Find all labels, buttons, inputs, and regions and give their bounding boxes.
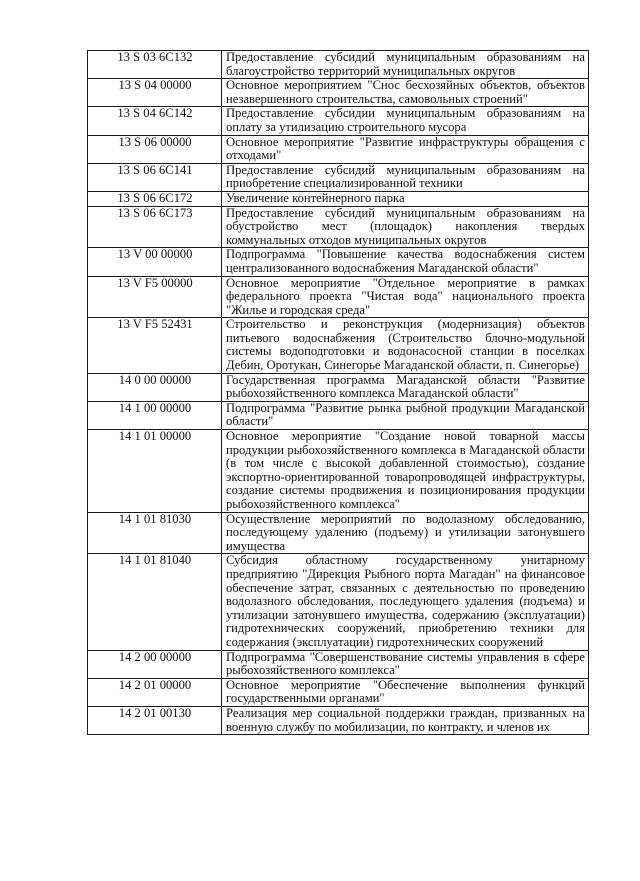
- table-row: [88, 276, 589, 318]
- table-row: [88, 163, 589, 191]
- target-article-description: Основное мероприятием "Снос бесхозяйных объектов, объектов незавершенного строительства, самовольных строений": [222, 79, 589, 107]
- target-article-description: Предоставление субсидий муниципальным образованиям на приобретение специализированной техники: [222, 163, 589, 191]
- table-row: [88, 206, 589, 248]
- table-row: [88, 512, 589, 554]
- target-article-code: 14 1 00 00000: [88, 401, 222, 429]
- target-article-description: Предоставление субсидий муниципальным образованиям на благоустройство территорий муниципальных округов: [222, 51, 589, 79]
- target-article-code: 14 1 01 81040: [88, 554, 222, 650]
- table-row: [88, 107, 589, 135]
- target-article-description: Субсидия областному государственному унитарному предприятию "Дирекция Рыбного порта Магадан" на финансовое обеспечение затрат, связанных с деятельностью по проведению водолазного обследования, последующего удаления (подъема) и утилизации затонувшего имущества, содержанию (эксплуатации) гидротехнических сооружений, приобретению техники для содержания (эксплуатации) гидротехнических сооружений: [222, 554, 589, 650]
- target-article-code: 14 2 00 00000: [88, 650, 222, 678]
- target-article-description: Государственная программа Магаданской области "Развитие рыбохозяйственного комплекса Магаданской области": [222, 373, 589, 401]
- target-article-code: 14 1 01 81030: [88, 512, 222, 554]
- target-article-description: Основное мероприятие "Обеспечение выполнения функций государственными органами": [222, 678, 589, 706]
- table-row: [88, 430, 589, 513]
- target-article-code: 13 V 00 00000: [88, 248, 222, 276]
- table-row: [88, 706, 589, 734]
- target-article-description: Подпрограмма "Повышение качества водоснабжения систем централизованного водоснабжения Магаданской области": [222, 248, 589, 276]
- target-article-code: 14 0 00 00000: [88, 373, 222, 401]
- target-article-code: 13 V F5 00000: [88, 276, 222, 318]
- target-article-description: Реализация мер социальной поддержки граждан, призванных на военную службу по мобилизации, по контракту, и членов их: [222, 706, 589, 734]
- target-article-code: 13 S 04 00000: [88, 79, 222, 107]
- target-article-description: Подпрограмма "Совершенствование системы управления в сфере рыбохозяйственного комплекса": [222, 650, 589, 678]
- target-article-code: 13 S 06 00000: [88, 135, 222, 163]
- target-article-code: 14 1 01 00000: [88, 430, 222, 513]
- table-row: [88, 135, 589, 163]
- target-article-code: 13 S 04 6C142: [88, 107, 222, 135]
- table-row: [88, 191, 589, 206]
- target-article-description: Основное мероприятие "Отдельное мероприятие в рамках федерального проекта "Чистая вода" национального проекта "Жилье и городская среда": [222, 276, 589, 318]
- table-row: [88, 650, 589, 678]
- target-article-description: Подпрограмма "Развитие рынка рыбной продукции Магаданской области": [222, 401, 589, 429]
- target-article-description: Основное мероприятие "Развитие инфраструктуры обращения с отходами": [222, 135, 589, 163]
- target-article-code: 14 2 01 00130: [88, 706, 222, 734]
- target-article-description: Строительство и реконструкция (модернизация) объектов питьевого водоснабжения (Строительство блочно-модульной системы водоподготовки и водонасосной станции в поселках Дебин, Оротукан, Синегорье Магаданской области, п. Синегорье): [222, 318, 589, 373]
- table-row: [88, 401, 589, 429]
- table-row: [88, 79, 589, 107]
- target-article-description: Осуществление мероприятий по водолазному обследованию, последующему удалению (подъему) и утилизации затонувшего имущества: [222, 512, 589, 554]
- table-row: [88, 554, 589, 650]
- target-article-code: 13 S 06 6C141: [88, 163, 222, 191]
- target-article-code: 13 V F5 52431: [88, 318, 222, 373]
- target-article-description: Основное мероприятие "Создание новой товарной массы продукции рыбохозяйственного комплекса в Магаданской области (в том числе с высокой добавленной стоимостью), создание экспортно-ориентированной товаропроводящей инфраструктуры, создание системы продвижения и позиционирования продукции рыбохозяйственного комплекса": [222, 430, 589, 513]
- target-article-description: Предоставление субсидии муниципальным образованиям на оплату за утилизацию строительного мусора: [222, 107, 589, 135]
- target-article-description: Увеличение контейнерного парка: [222, 191, 589, 206]
- budget-classification-table: [87, 50, 589, 735]
- table-row: [88, 373, 589, 401]
- target-article-description: Предоставление субсидий муниципальным образованиям на обустройство мест (площадок) накопления твердых коммунальных отходов муниципальных округов: [222, 206, 589, 248]
- target-article-code: 13 S 06 6C172: [88, 191, 222, 206]
- table-row: [88, 318, 589, 373]
- target-article-code: 14 2 01 00000: [88, 678, 222, 706]
- table-row: [88, 678, 589, 706]
- table-row: [88, 51, 589, 79]
- target-article-code: 13 S 06 6C173: [88, 206, 222, 248]
- target-article-code: 13 S 03 6C132: [88, 51, 222, 79]
- table-row: [88, 248, 589, 276]
